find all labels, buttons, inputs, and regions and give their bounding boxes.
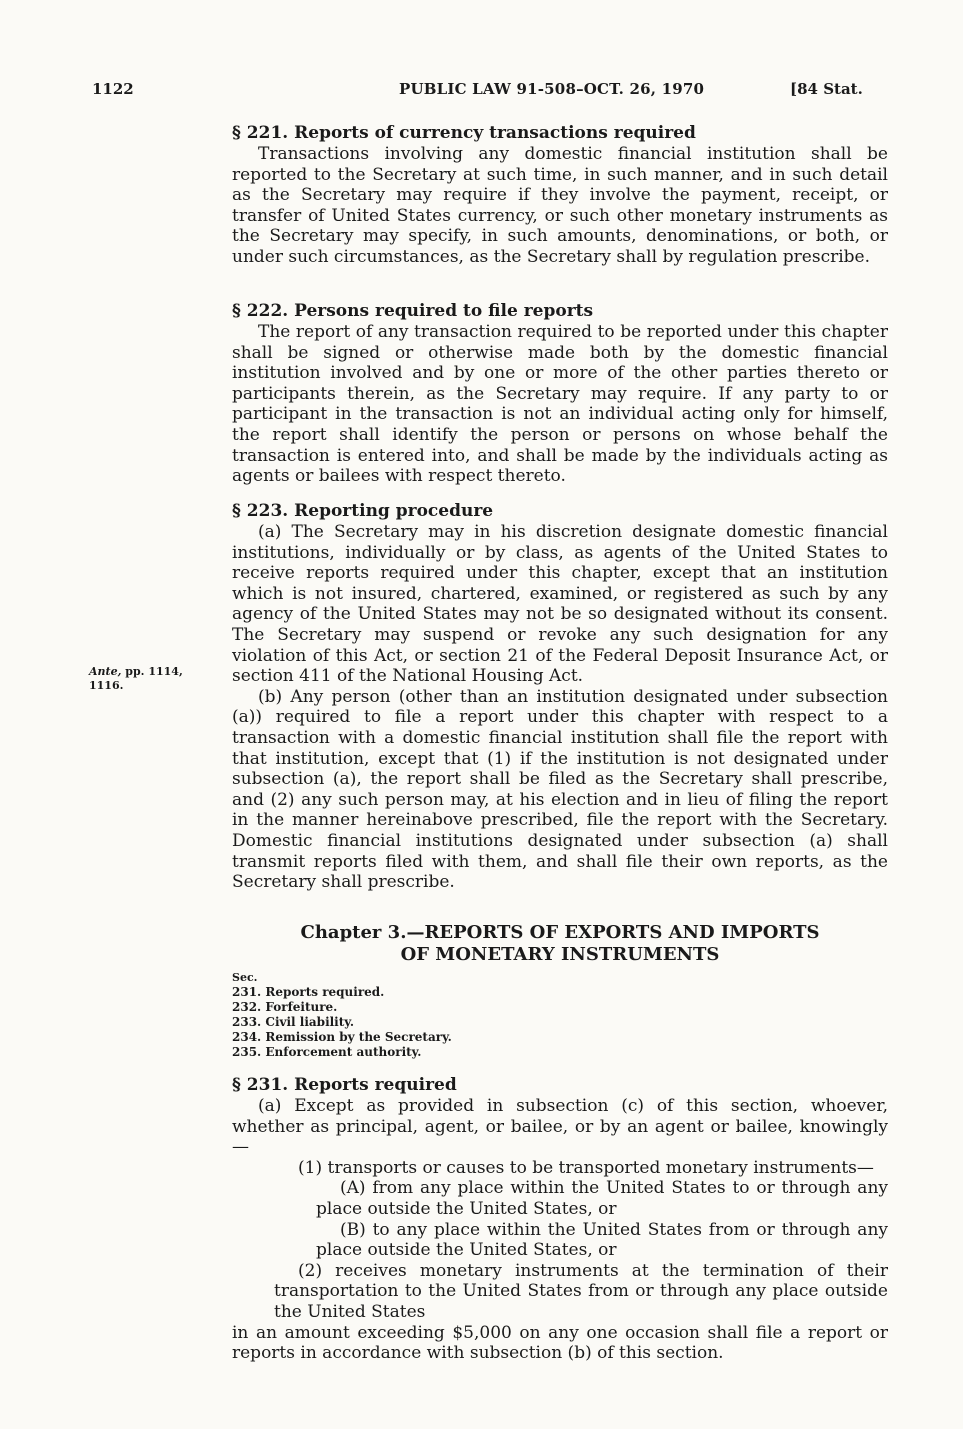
statute-reference: [84 Stat.	[790, 80, 863, 98]
margin-note-ante: Ante,	[89, 665, 122, 678]
section-223-b: (b) Any person (other than an institution designated under subsection (a)) required to file a report under this chapter with respect to a transaction with a domestic financial institution shall file the report with that institution, except that (1) if the institution is not designated under subsection (a), the report shall be filed as the Secretary shall prescribe, and (2) any such person may, at his election and in lieu of filing the report in the manner hereinabove prescribed, file the report with the Secretary. Domestic financial institutions designated under subsection (a) shall transmit reports filed with them, and shall file their own reports, as the Secretary shall prescribe.	[232, 686, 888, 893]
section-231-paragraph-1: (1) transports or causes to be transported monetary instruments—	[298, 1157, 874, 1178]
page-number: 1122	[92, 80, 134, 98]
section-223-heading: § 223. Reporting procedure	[232, 501, 494, 521]
margin-note	[89, 665, 219, 693]
toc-item: 235. Enforcement authority.	[232, 1045, 422, 1059]
section-221	[232, 122, 888, 268]
section-221-body: Transactions involving any domestic financial institution shall be reported to the Secretary at such time, in such manner, and in such detail as the Secretary may require if they involve the payment, receipt, or transfer of United States currency, or such other monetary instruments as the Secretary may specify, in such amounts, denominations, or both, or under such circumstances, as the Secretary shall by regulation prescribe.	[232, 144, 888, 267]
chapter-title-line-2: OF MONETARY INSTRUMENTS	[400, 944, 720, 965]
toc-item: 234. Remission by the Secretary.	[232, 1030, 452, 1044]
section-223	[232, 500, 888, 893]
chapter-toc	[232, 970, 888, 1060]
section-231-heading: § 231. Reports required	[232, 1075, 457, 1095]
section-222	[232, 300, 888, 487]
running-head: PUBLIC LAW 91-508–OCT. 26, 1970	[399, 80, 705, 98]
toc-item: 232. Forfeiture.	[232, 1000, 338, 1014]
toc-sec-label: Sec.	[232, 971, 258, 984]
page-header	[0, 80, 963, 104]
section-222-heading: § 222. Persons required to file reports	[232, 301, 594, 321]
toc-item: 233. Civil liability.	[232, 1015, 355, 1029]
section-221-heading: § 221. Reports of currency transactions required	[232, 123, 696, 143]
chapter-title-line-1: Chapter 3.—REPORTS OF EXPORTS AND IMPORTS	[300, 922, 820, 943]
section-231-subparagraph-a: (A) from any place within the United States to or through any place outside the United States, or	[316, 1178, 888, 1219]
section-223-a: (a) The Secretary may in his discretion designate domestic financial institutions, individually or by class, as agents of the United States to receive reports required under this chapter, except that an institution which is not insured, chartered, examined, or registered as such by any agency of the United States may not be so designated without its consent. The Secretary may suspend or revoke any such designation for any violation of this Act, or section 21 of the Federal Deposit Insurance Act, or section 411 of the National Housing Act.	[232, 522, 888, 687]
margin-note-pages: pp. 1114, 1116.	[89, 665, 183, 692]
section-231-subparagraph-b: (B) to any place within the United States from or through any place outside the United States, or	[316, 1219, 888, 1261]
section-231-a-intro: (a) Except as provided in subsection (c) of this section, whoever, whether as principal, agent, or bailee, or by an agent or bailee, knowingly—	[232, 1096, 888, 1158]
section-231-paragraph-2: (2) receives monetary instruments at the termination of their transportation to the United States from or through any place outside the United States	[274, 1260, 888, 1322]
chapter-3	[232, 922, 888, 966]
section-222-body: The report of any transaction required to be reported under this chapter shall be signed or otherwise made both by the domestic financial institution involved and by one or more of the other parties thereto or participants therein, as the Secretary may require. If any party to or participant in the transaction is not an individual acting only for himself, the report shall identify the person or persons on whose behalf the transaction is entered into, and shall be made by the individuals acting as agents or bailees with respect thereto.	[232, 322, 888, 487]
section-231-closing: in an amount exceeding $5,000 on any one occasion shall file a report or reports in accordance with subsection (b) of this section.	[232, 1322, 888, 1364]
section-231	[232, 1074, 888, 1364]
toc-item: 231. Reports required.	[232, 985, 385, 999]
